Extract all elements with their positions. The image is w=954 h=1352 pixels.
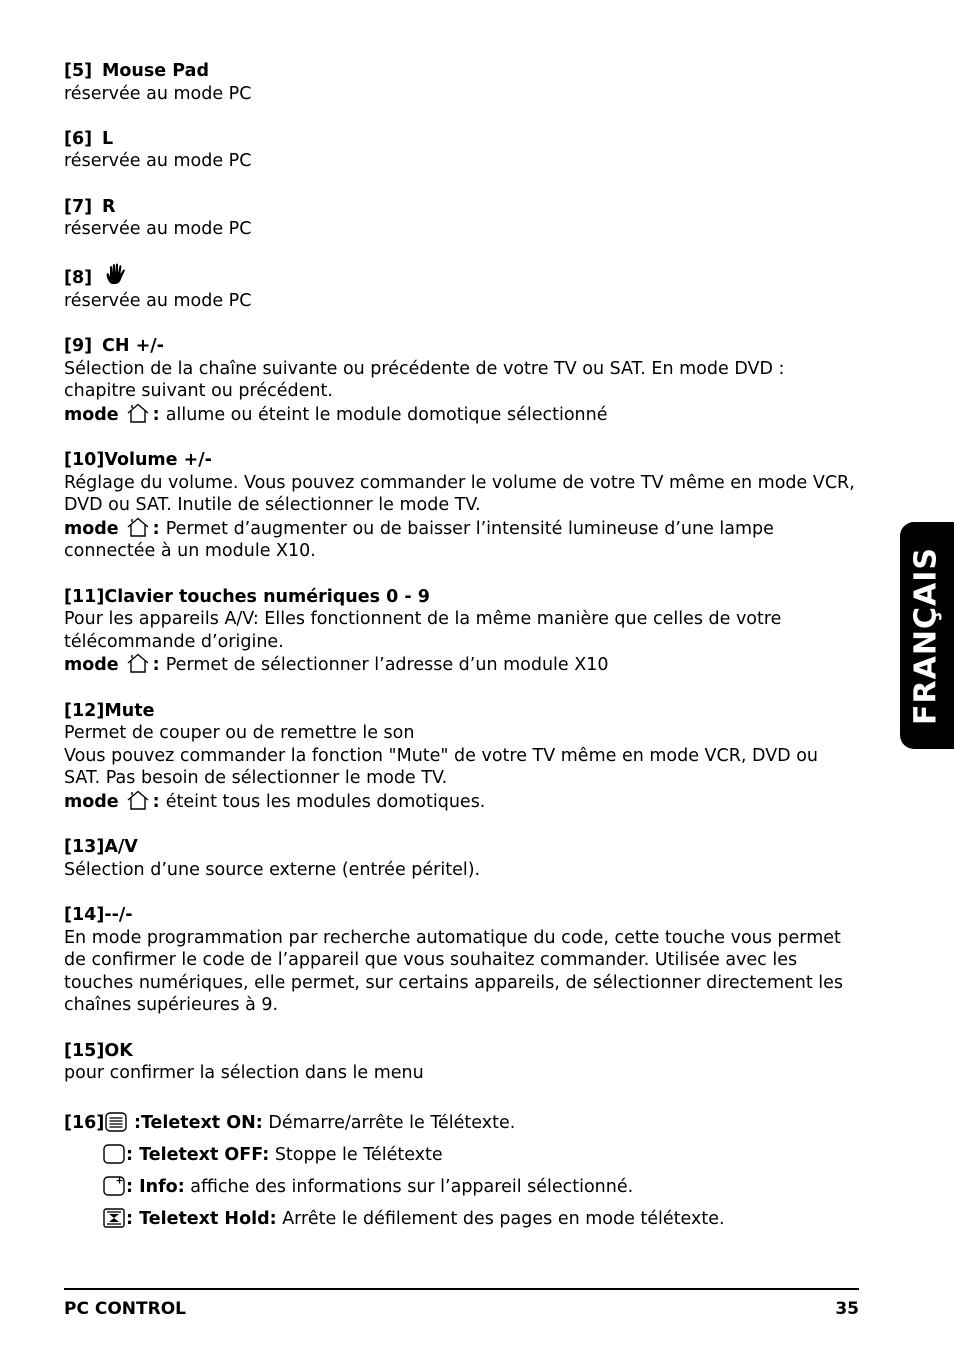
entry-heading: [14]--/- — [64, 904, 133, 925]
entry-heading: [13]A/V — [64, 837, 138, 858]
entry-16-teletext — [64, 1107, 864, 1235]
mode-line: mode : Permet d’augmenter ou de baisser l’intensité lumineuse d’une lampe — [64, 518, 774, 539]
mode-line: mode : allume ou éteint le module domotique sélectionné — [64, 404, 608, 425]
info-row: : Info: affiche des informations sur l’appareil sélectionné. — [64, 1171, 864, 1203]
entry-heading: [15]OK — [64, 1040, 133, 1061]
entry-heading: [10]Volume +/- — [64, 450, 212, 471]
entry-13: [13]A/V Sélection d’une source externe (entrée péritel). — [64, 836, 864, 881]
teletext-on-icon — [104, 1111, 128, 1133]
entry-heading: [11]Clavier touches numériques 0 - 9 — [64, 586, 430, 607]
teletext-hold-icon — [102, 1207, 126, 1229]
entry-heading: [9] CH +/- — [64, 336, 164, 357]
mode-line: mode : éteint tous les modules domotiques. — [64, 792, 486, 812]
teletext-off-row: : Teletext OFF: Stoppe le Télétexte — [64, 1139, 864, 1171]
entry-heading: [7] R — [64, 196, 116, 217]
entry-6: [6] L réservée au mode PC — [64, 128, 864, 173]
entry-heading: [6] L — [64, 128, 114, 149]
house-icon — [125, 790, 151, 810]
house-icon — [125, 653, 151, 673]
entry-heading: [8] — [64, 263, 864, 290]
page-number: 35 — [835, 1299, 859, 1319]
manual-content — [64, 60, 864, 1258]
entry-7: [7] R réservée au mode PC — [64, 196, 864, 241]
entry-9: [9] CH +/- Sélection de la chaîne suivante ou précédente de votre TV ou SAT. En mode DVD : chapitre suivant ou précédent. mode : allume ou éteint le module domotique sélectionné — [64, 335, 864, 426]
entry-8: [8] réservée au mode PC — [64, 263, 864, 312]
language-side-tab — [900, 522, 954, 749]
entry-heading: [5] Mouse Pad — [64, 61, 209, 81]
entry-15: [15]OK pour confirmer la sélection dans le menu — [64, 1040, 864, 1085]
mode-line: mode : Permet de sélectionner l’adresse d’un module X10 — [64, 655, 609, 676]
teletext-off-icon — [102, 1143, 126, 1165]
house-icon — [125, 517, 151, 537]
footer-product-name: PC CONTROL — [64, 1299, 186, 1319]
info-icon — [102, 1175, 126, 1197]
footer-divider — [64, 1288, 859, 1290]
hand-icon — [104, 263, 128, 285]
house-icon — [125, 403, 151, 423]
entry-heading: [12]Mute — [64, 700, 155, 721]
entry-12: [12]Mute Permet de couper ou de remettre le son Vous pouvez commander la fonction "Mute" de votre TV même en mode VCR, DVD ou SAT. Pas besoin de sélectionner le mode TV. mode : éteint tous les modules domotiques. — [64, 700, 864, 814]
language-tab-label: FRANÇAIS — [908, 546, 944, 725]
teletext-hold-row: : Teletext Hold: Arrête le défilement des pages en mode télétexte. — [64, 1203, 864, 1235]
entry-5: [5] Mouse Pad réservée au mode PC — [64, 60, 864, 105]
teletext-on-row: [16] :Teletext ON: Démarre/arrête le Télétexte. — [64, 1113, 516, 1134]
entry-10: [10]Volume +/- Réglage du volume. Vous pouvez commander le volume de votre TV même en mode VCR, DVD ou SAT. Inutile de sélectionner le mode TV. mode : Permet d’augmenter ou de baisser l’intensité lumineuse d’une lampe connectée à un module X10. — [64, 449, 864, 563]
entry-14: [14]--/- En mode programmation par recherche automatique du code, cette touche vous permet de confirmer le code de l’appareil que vous souhaitez commander. Utilisée avec les touches numériques, elle permet, sur certains appareils, de sélectionner directement les chaînes supérieures à 9. — [64, 904, 864, 1017]
entry-11: [11]Clavier touches numériques 0 - 9 Pour les appareils A/V: Elles fonctionnent de la même manière que celles de votre télécommande d’origine. mode : Permet de sélectionner l’adresse d’un module X10 — [64, 586, 864, 677]
